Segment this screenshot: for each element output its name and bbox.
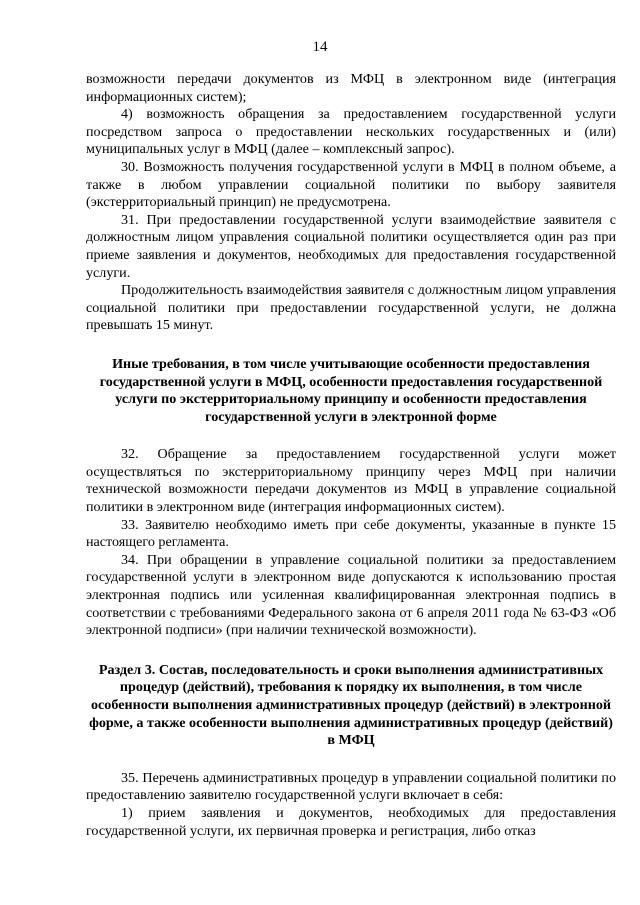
section-heading-other-requirements: Иные требования, в том числе учитывающие особенности предоставления государственной услуги в МФЦ, особенности предоставления государственной услуги по экстерриториальному принципу и особенности предоставления государственной услуги в электронной форме: [99, 355, 603, 425]
paragraph-item-4: 4) возможность обращения за предоставлением государственной услуги посредством запроса о предоставлении нескольких государственных и (или) муниципальных услуг в МФЦ (далее – комплексный запрос).: [86, 106, 616, 158]
paragraph-duration: Продолжительность взаимодействия заявителя с должностным лицом управления социальной политики при предоставлении государственной услуги, не должна превышать 15 минут.: [86, 282, 616, 334]
paragraph-30: 30. Возможность получения государственной услуги в МФЦ в полном объеме, а также в любом управлении социальной политики по выбору заявителя (экстерриториальный принцип) не предусмотрена.: [86, 158, 616, 211]
document-body: [86, 71, 616, 840]
paragraph-continuation: возможности передачи документов из МФЦ в электронном виде (интеграция информационных систем);: [86, 71, 616, 105]
paragraph-31: 31. При предоставлении государственной услуги взаимодействие заявителя с должностным лицом управления социальной политики осуществляется один раз при приеме заявления и документов, необходимых для предоставления государственной услуги.: [86, 211, 616, 281]
page-number: 14: [312, 39, 328, 55]
section-heading-part-3: Раздел 3. Состав, последовательность и сроки выполнения административных процедур (действий), требования к порядку их выполнения, в том числе особенности выполнения административных процедур (действий) в электронной форме, а также особенности выполнения административных процедур (действий) в МФЦ: [89, 661, 613, 749]
paragraph-33: 33. Заявителю необходимо иметь при себе документы, указанные в пункте 15 настоящего регламента.: [86, 516, 616, 551]
paragraph-35: 35. Перечень административных процедур в управлении социальной политики по предоставлению заявителю государственной услуги включает в себя:: [86, 769, 616, 804]
paragraph-32: 32. Обращение за предоставлением государственной услуги может осуществляться по экстерриториальному принципу через МФЦ при наличии технической возможности передачи документов из МФЦ в управление социальной политики в электронном виде (интеграция информационных систем).: [86, 446, 616, 516]
paragraph-34: 34. При обращении в управление социальной политики за предоставлением государственной услуги в электронном виде допускаются к использованию простая электронная подпись или усиленная квалифицированная электронная подпись в соответствии с требованиями Федерального закона от 6 апреля 2011 года № 63-ФЗ «Об электронной подписи» (при наличии технической возможности).: [86, 551, 616, 639]
paragraph-item-1: 1) прием заявления и документов, необходимых для предоставления государственной услуги, их первичная проверка и регистрация, либо отказ: [86, 804, 616, 839]
